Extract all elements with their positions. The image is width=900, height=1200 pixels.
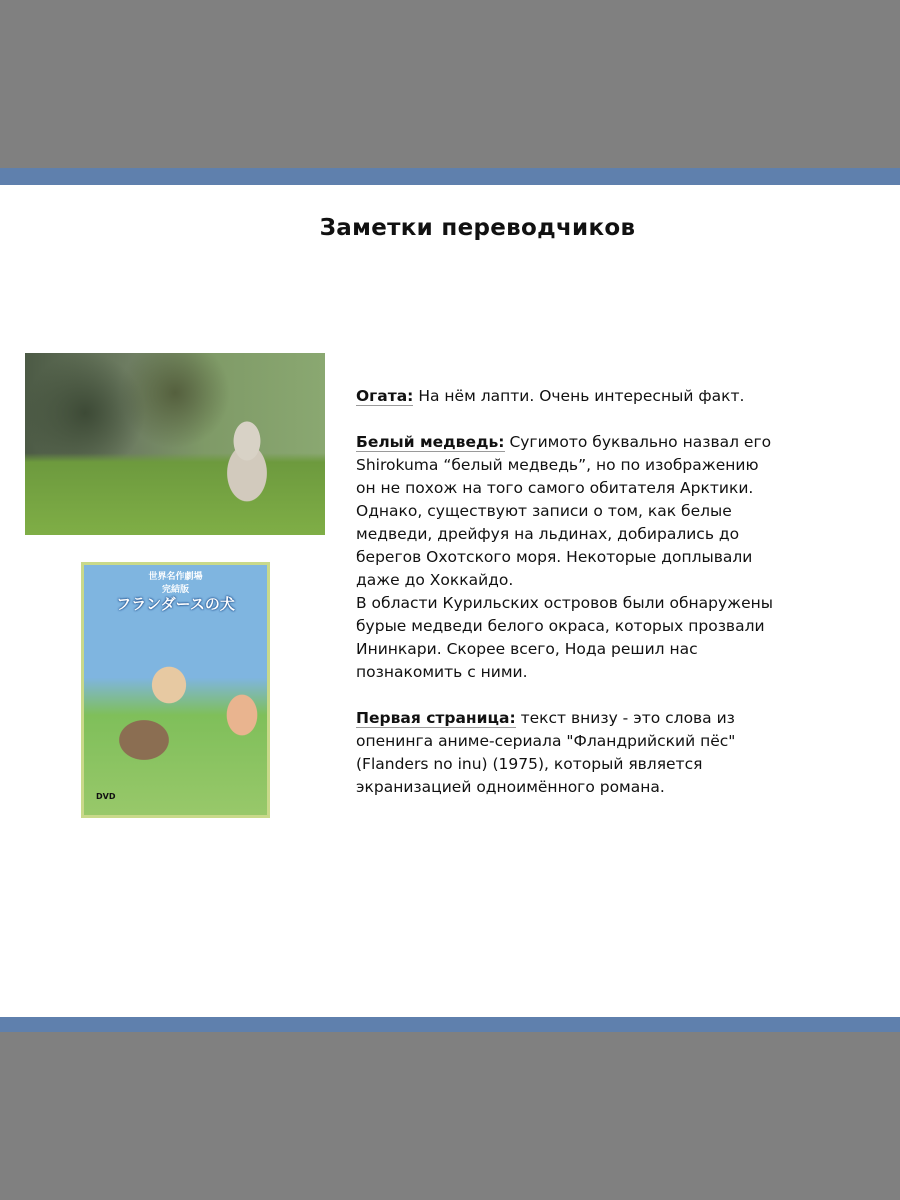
note-label: Огата: bbox=[356, 387, 414, 405]
note-line: Shirokuma “белый медведь”, но по изображению bbox=[356, 456, 759, 474]
note-label: Белый медведь: bbox=[356, 433, 505, 451]
dvd-logo: DVD bbox=[96, 792, 116, 801]
note-line: Первая страница: текст внизу - это слова из bbox=[356, 709, 735, 727]
note-line: он не похож на того самого обитателя Арктики. bbox=[356, 479, 754, 497]
note-line: Белый медведь: Сугимото буквально назвал его bbox=[356, 433, 772, 451]
note-line: (Flanders no inu) (1975), который является bbox=[356, 755, 703, 773]
dvd-series-header: 世界名作劇場 完結版 bbox=[148, 572, 203, 595]
note-line: Огата: На нём лапти. Очень интересный факт. bbox=[356, 387, 745, 405]
note-line: берегов Охотского моря. Некоторые доплывали bbox=[356, 548, 753, 566]
note-first-page bbox=[356, 707, 836, 799]
translator-notes-page bbox=[0, 185, 900, 1017]
note-line: В области Курильских островов были обнаружены bbox=[356, 594, 774, 612]
top-accent-band bbox=[0, 168, 900, 185]
note-line: бурые медведи белого окраса, которых прозвали bbox=[356, 617, 765, 635]
note-white-bear bbox=[356, 431, 836, 684]
note-line: экранизацией одноимённого романа. bbox=[356, 778, 665, 796]
top-margin bbox=[0, 0, 900, 168]
note-line: познакомить с ними. bbox=[356, 663, 528, 681]
note-line: опенинга аниме-сериала "Фландрийский пёс" bbox=[356, 732, 736, 750]
bottom-margin bbox=[0, 1032, 900, 1200]
dvd-cover-image bbox=[81, 562, 270, 818]
note-line: Однако, существуют записи о том, как белые bbox=[356, 502, 732, 520]
note-line: Ининкари. Скорее всего, Нода решил нас bbox=[356, 640, 698, 658]
page-title: Заметки переводчиков bbox=[319, 215, 636, 241]
note-line: даже до Хоккайдо. bbox=[356, 571, 514, 589]
bear-photo bbox=[25, 353, 325, 535]
note-ogata bbox=[356, 385, 836, 408]
bottom-accent-band bbox=[0, 1017, 900, 1032]
dvd-title: フランダースの犬 bbox=[116, 595, 235, 613]
note-line: медведи, дрейфуя на льдинах, добирались до bbox=[356, 525, 740, 543]
notes-list bbox=[356, 385, 836, 822]
note-label: Первая страница: bbox=[356, 709, 516, 727]
